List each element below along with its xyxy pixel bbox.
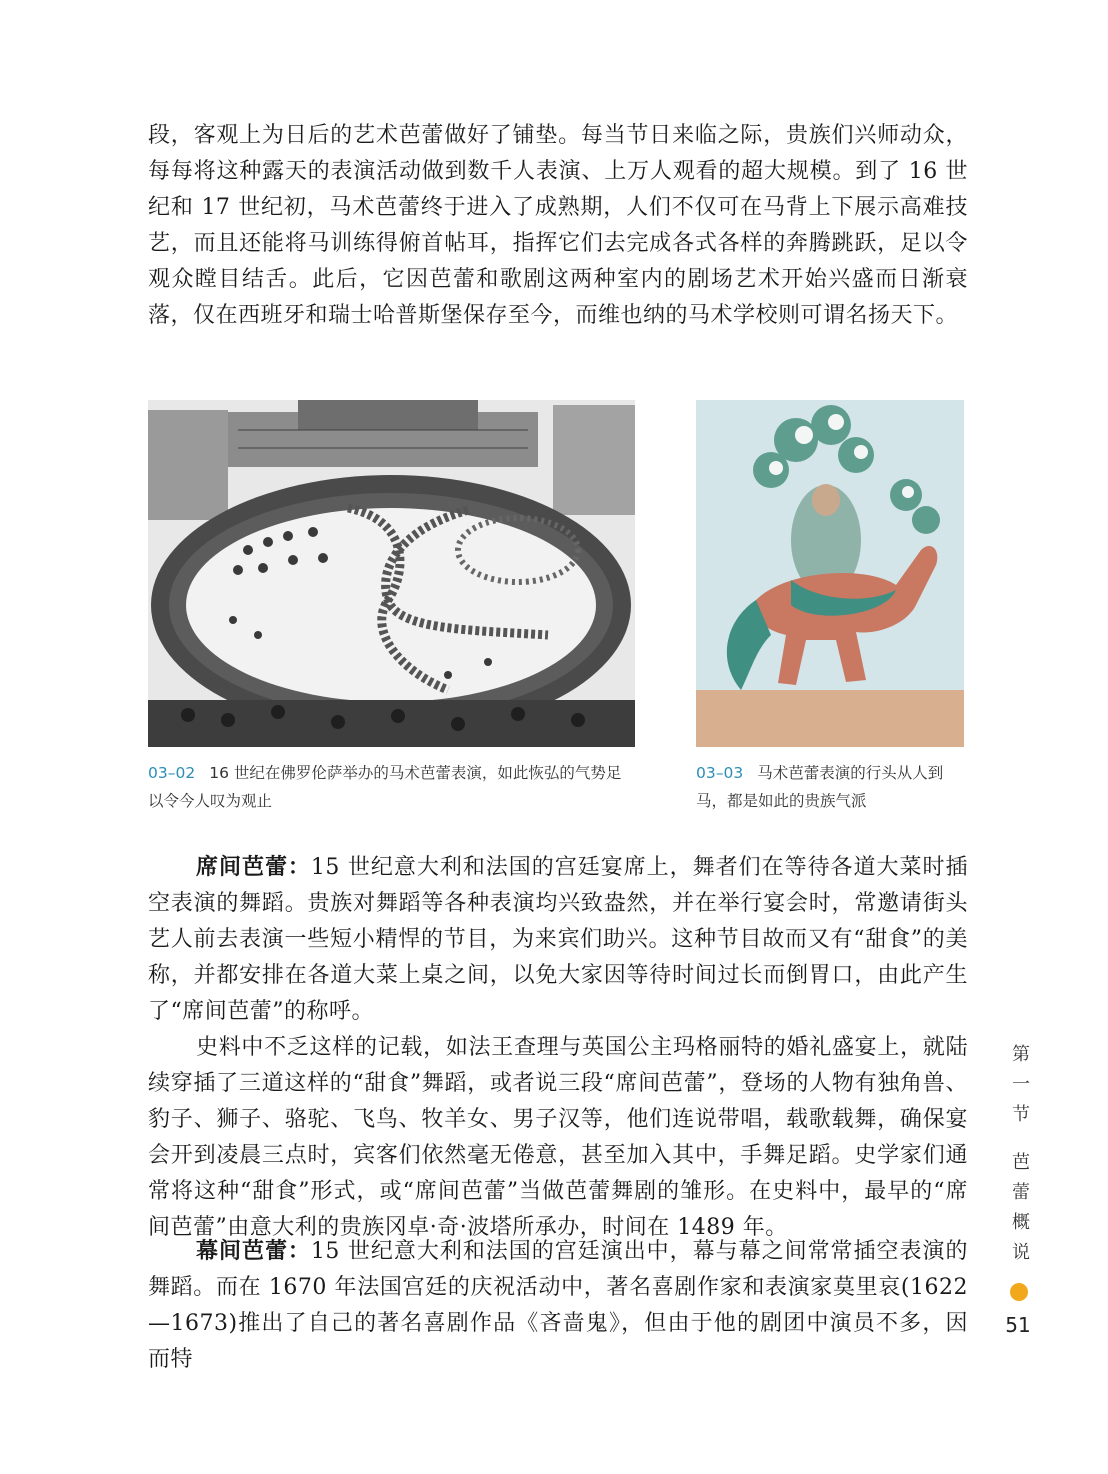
section-paragraph-banquet-ballet <box>148 850 968 1030</box>
side-title-char: 蕾 <box>1012 1182 1030 1203</box>
page-number: 51 <box>1005 1313 1031 1337</box>
side-section-title <box>1006 1148 1036 1268</box>
body-paragraph-top: 段，客观上为日后的艺术芭蕾做好了铺垫。每当节日来临之际，贵族们兴师动众，每每将这种露天的表演活动做到数千人表演、上万人观看的超大规模。到了 16 世纪和 17 世纪初，马术芭蕾终于进入了成熟期，人们不仅可在马背上下展示高难技艺，而且还能将马训练得俯首帖耳，指挥它们去完成各式各样的奔腾跳跃，足以令观众瞠目结舌。此后，它因芭蕾和歌剧这两种室内的剧场艺术开始兴盛而日渐衰落，仅在西班牙和瑞士哈普斯堡保存至今，而维也纳的马术学校则可谓名扬天下。 <box>148 123 968 328</box>
section-paragraph-interlude-ballet <box>148 1234 968 1378</box>
section-term: 幕间芭蕾： <box>196 1239 311 1264</box>
figure-number: 03–02 <box>148 764 196 782</box>
section-text: 史料中不乏这样的记载，如法王查理与英国公主玛格丽特的婚礼盛宴上，就陆续穿插了三道这样的“甜食”舞蹈，或者说三段“席间芭蕾”，登场的人物有独角兽、豹子、狮子、骆驼、飞鸟、牧羊女、男子汉等，他们连说带唱，载歌载舞，确保宴会开到凌晨三点时，宾客们依然毫无倦意，甚至加入其中，手舞足蹈。史学家们通常将这种“甜食”形式，或“席间芭蕾”当做芭蕾舞剧的雏形。在史料中，最早的“席间芭蕾”由意大利的贵族冈卓·奇·波塔所承办，时间在 1489 年。 <box>148 1035 968 1240</box>
side-title-char: 说 <box>1012 1242 1030 1263</box>
costumed-rider-painting <box>696 400 964 747</box>
side-title-char: 芭 <box>1012 1152 1030 1173</box>
side-chapter-label <box>1006 1040 1036 1130</box>
figure-caption-03-03 <box>696 759 964 815</box>
side-title-char: 概 <box>1012 1212 1030 1233</box>
florence-horse-ballet-engraving <box>148 400 635 747</box>
section-text: 15 世纪意大利和法国的宫廷演出中，幕与幕之间常常插空表演的舞蹈。而在 1670 年法国宫廷的庆祝活动中，著名喜剧作家和表演家莫里哀(1622—1673)推出了自己的著名喜剧作品《吝啬鬼》，但由于他的剧团中演员不多，因而特 <box>148 1239 968 1372</box>
figure-number: 03–03 <box>696 764 744 782</box>
side-chapter-char: 节 <box>1012 1104 1030 1125</box>
section-paragraph-history <box>148 1030 968 1246</box>
figure-03-02 <box>148 400 635 815</box>
section-text: 15 世纪意大利和法国的宫廷宴席上，舞者们在等待各道大菜时插空表演的舞蹈。贵族对舞蹈等各种表演均兴致盎然，并在举行宴会时，常邀请街头艺人前去表演一些短小精悍的节目，为来宾们助兴。这种节目故而又有“甜食”的美称，并都安排在各道大菜上桌之间，以免大家因等待时间过长而倒胃口，由此产生了“席间芭蕾”的称呼。 <box>148 855 968 1024</box>
section-term: 席间芭蕾： <box>196 855 311 880</box>
figure-caption-text: 16 世纪在佛罗伦萨举办的马术芭蕾表演，如此恢弘的气势足以令今人叹为观止 <box>148 764 622 810</box>
side-chapter-char: 第 <box>1012 1044 1030 1065</box>
section-marker-dot <box>1010 1283 1028 1301</box>
figure-03-03 <box>696 400 964 815</box>
figure-caption-text: 马术芭蕾表演的行头从人到马，都是如此的贵族气派 <box>696 764 944 810</box>
side-chapter-char: 一 <box>1012 1074 1030 1095</box>
figure-caption-03-02 <box>148 759 635 815</box>
